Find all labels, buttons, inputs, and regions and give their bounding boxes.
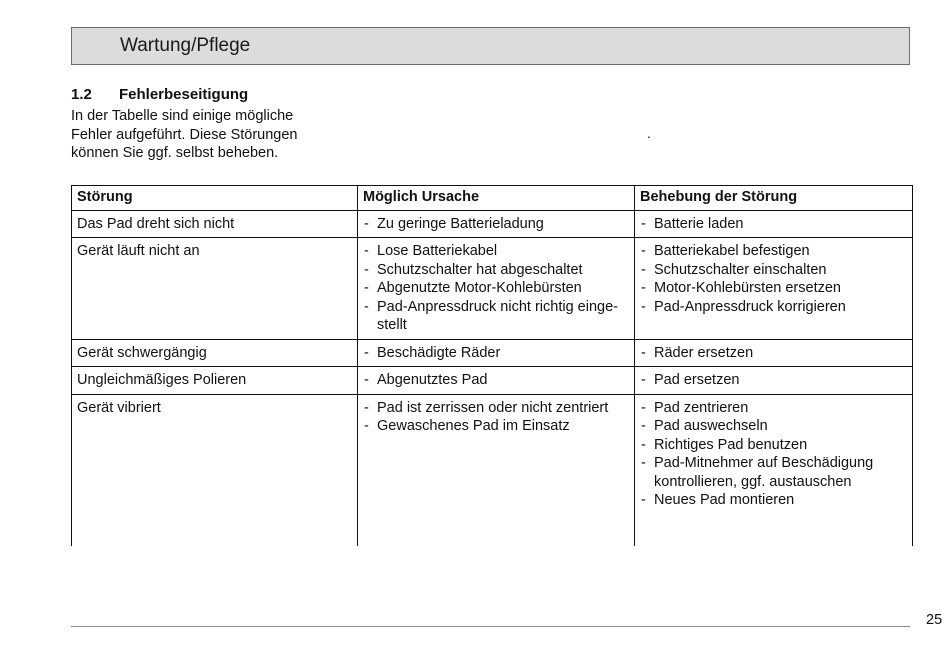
stray-mark: . (647, 125, 651, 141)
remedy-item: - Räder ersetzen (640, 344, 907, 363)
remedy-cell (635, 238, 913, 340)
cause-list (363, 344, 629, 363)
cause-item: - Pad-Anpressdruck nicht richtig einge-stellt (363, 298, 629, 335)
cause-item: - Schutzschalter hat abgeschaltet (363, 261, 629, 280)
remedy-item: - Pad-Mitnehmer auf Beschädigung kontrollieren, ggf. austauschen (640, 454, 907, 491)
remedy-list (640, 215, 907, 234)
problem-cell: Gerät vibriert (72, 394, 358, 546)
remedy-item: - Motor-Kohlebürsten ersetzen (640, 279, 907, 298)
cause-cell (358, 394, 635, 546)
table-row (72, 210, 913, 238)
table-row (72, 367, 913, 395)
intro-line: können Sie ggf. selbst beheben. (71, 145, 279, 161)
remedy-cell (635, 394, 913, 546)
cause-item: - Gewaschenes Pad im Einsatz (363, 417, 629, 436)
section-number: 1.2 (71, 86, 92, 103)
table-row (72, 394, 913, 546)
intro-paragraph (71, 107, 351, 163)
table-row (72, 339, 913, 367)
cause-list (363, 371, 629, 390)
cause-list (363, 399, 629, 436)
section-title: Fehlerbeseitigung (119, 86, 249, 103)
remedy-list (640, 399, 907, 510)
remedy-list (640, 242, 907, 316)
chapter-header-bar (71, 27, 910, 65)
chapter-title: Wartung/Pflege (120, 35, 251, 56)
remedy-cell (635, 367, 913, 395)
cause-cell (358, 238, 635, 340)
remedy-list (640, 371, 907, 390)
page-number: 25 (926, 612, 943, 628)
intro-line: In der Tabelle sind einige mögliche (71, 108, 294, 124)
remedy-item: - Batterie laden (640, 215, 907, 234)
cause-item: - Pad ist zerrissen oder nicht zentriert (363, 399, 629, 418)
cause-item: - Abgenutzte Motor-Kohlebürsten (363, 279, 629, 298)
table-header-row (72, 186, 913, 211)
remedy-item: - Neues Pad montieren (640, 491, 907, 510)
column-header-problem: Störung (72, 186, 358, 211)
remedy-item: - Batteriekabel befestigen (640, 242, 907, 261)
cause-item: - Zu geringe Batterieladung (363, 215, 629, 234)
remedy-item: - Pad ersetzen (640, 371, 907, 390)
problem-cell: Gerät schwergängig (72, 339, 358, 367)
remedy-item: - Pad zentrieren (640, 399, 907, 418)
cause-list (363, 242, 629, 335)
cause-list (363, 215, 629, 234)
table-body (72, 210, 913, 546)
cause-item: - Lose Batteriekabel (363, 242, 629, 261)
footer-rule (71, 626, 910, 627)
problem-cell: Ungleichmäßiges Polieren (72, 367, 358, 395)
remedy-item: - Schutzschalter einschalten (640, 261, 907, 280)
problem-cell: Das Pad dreht sich nicht (72, 210, 358, 238)
remedy-item: - Pad-Anpressdruck korrigieren (640, 298, 907, 317)
remedy-item: - Pad auswechseln (640, 417, 907, 436)
column-header-remedy: Behebung der Störung (635, 186, 913, 211)
remedy-cell (635, 339, 913, 367)
cause-cell (358, 339, 635, 367)
table-row (72, 238, 913, 340)
troubleshooting-table (71, 185, 913, 546)
remedy-cell (635, 210, 913, 238)
cause-item: - Abgenutztes Pad (363, 371, 629, 390)
remedy-item: - Richtiges Pad benutzen (640, 436, 907, 455)
cause-cell (358, 367, 635, 395)
cause-item: - Beschädigte Räder (363, 344, 629, 363)
cause-cell (358, 210, 635, 238)
remedy-list (640, 344, 907, 363)
column-header-cause: Möglich Ursache (358, 186, 635, 211)
intro-line: Fehler aufgeführt. Diese Störungen (71, 126, 298, 143)
problem-cell: Gerät läuft nicht an (72, 238, 358, 340)
section-heading (71, 86, 248, 103)
